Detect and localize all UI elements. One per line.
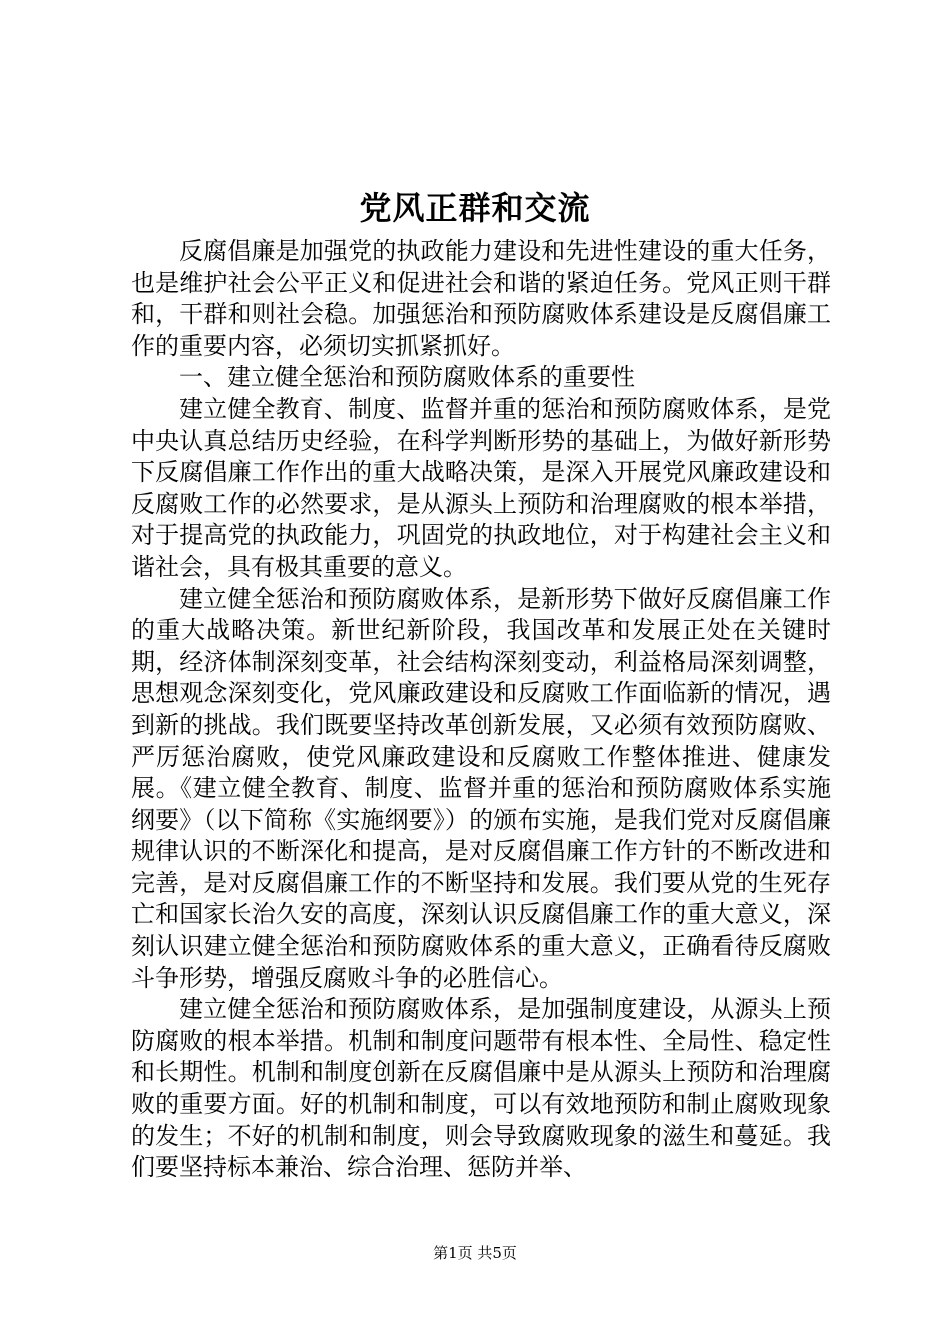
paragraph-strategy: 建立健全惩治和预防腐败体系，是新形势下做好反腐倡廉工作的重大战略决策。新世纪新阶段，我国改革和发展正处在关键时期，经济体制深刻变革，社会结构深刻变动，利益格局深刻调整，思想观念深刻变化，党风廉政建设和反腐败工作面临新的情况，遇到新的挑战。我们既要坚持改革创新发展，又必须有效预防腐败、严厉惩治腐败，使党风廉政建设和反腐败工作整体推进、健康发展。《建立健全教育、制度、监督并重的惩治和预防腐败体系实施纲要》（以下简称《实施纲要》）的颁布实施，是我们党对反腐倡廉规律认识的不断深化和提高，是对反腐倡廉工作方针的不断改进和完善，是对反腐倡廉工作的不断坚持和发展。我们要从党的生死存亡和国家长治久安的高度，深刻认识反腐倡廉工作的重大意义，深刻认识建立健全惩治和预防腐败体系的重大意义，正确看待反腐败斗争形势，增强反腐败斗争的必胜信心。	[131, 584, 831, 992]
paragraph-importance: 建立健全教育、制度、监督并重的惩治和预防腐败体系，是党中央认真总结历史经验，在科学判断形势的基础上，为做好新形势下反腐倡廉工作作出的重大战略决策，是深入开展党风廉政建设和反腐败工作的必然要求，是从源头上预防和治理腐败的根本举措，对于提高党的执政能力，巩固党的执政地位，对于构建社会主义和谐社会，具有极其重要的意义。	[131, 394, 831, 581]
page-footer: 第1页 共5页	[433, 1244, 517, 1262]
paragraph-institution: 建立健全惩治和预防腐败体系，是加强制度建设，从源头上预防腐败的根本举措。机制和制度问题带有根本性、全局性、稳定性和长期性。机制和制度创新在反腐倡廉中是从源头上预防和治理腐败的重要方面。好的机制和制度，可以有效地预防和制止腐败现象的发生；不好的机制和制度，则会导致腐败现象的滋生和蔓延。我们要坚持标本兼治、综合治理、惩防并举、	[131, 995, 831, 1182]
paragraph-intro: 反腐倡廉是加强党的执政能力建设和先进性建设的重大任务，也是维护社会公平正义和促进社会和谐的紧迫任务。党风正则干群和，干群和则社会稳。加强惩治和预防腐败体系建设是反腐倡廉工作的重要内容，必须切实抓紧抓好。	[131, 237, 831, 360]
document-body	[131, 236, 831, 1184]
document-title: 党风正群和交流	[359, 189, 591, 227]
section-heading: 一、建立健全惩治和预防腐败体系的重要性	[179, 363, 635, 392]
